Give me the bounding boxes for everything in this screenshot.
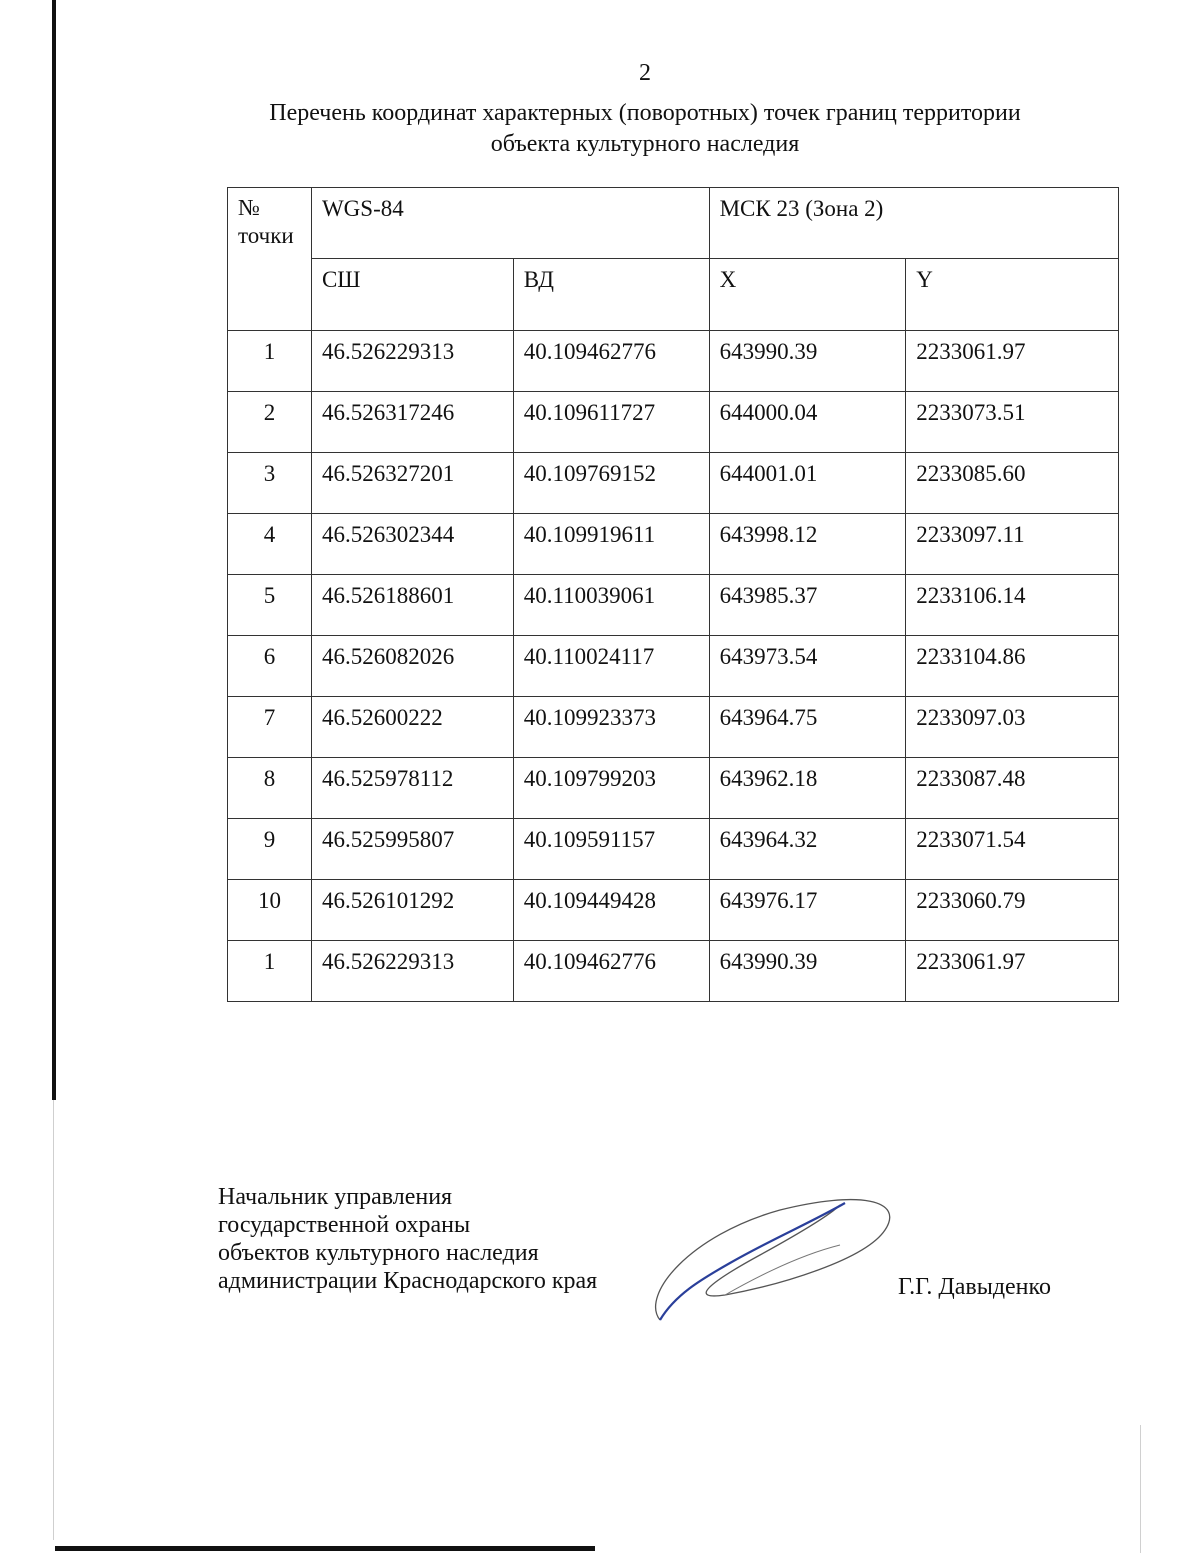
cell-y: 2233104.86 — [906, 636, 1119, 697]
cell-y: 2233061.97 — [906, 331, 1119, 392]
signatory-line-4: администрации Краснодарского края — [218, 1268, 598, 1294]
cell-point-number: 7 — [228, 697, 312, 758]
header-longitude: ВД — [513, 259, 709, 331]
cell-longitude: 40.109462776 — [513, 331, 709, 392]
header-point-number: № точки — [228, 188, 312, 331]
cell-longitude: 40.110039061 — [513, 575, 709, 636]
handwritten-signature — [630, 1185, 900, 1335]
cell-point-number: 6 — [228, 636, 312, 697]
cell-longitude: 40.109462776 — [513, 941, 709, 1002]
cell-latitude: 46.525995807 — [311, 819, 513, 880]
cell-point-number: 4 — [228, 514, 312, 575]
scan-edge-bottom — [55, 1546, 595, 1551]
table-row — [228, 575, 1119, 636]
table-row — [228, 453, 1119, 514]
cell-y: 2233073.51 — [906, 392, 1119, 453]
table-row — [228, 697, 1119, 758]
signatory-position — [218, 1183, 597, 1295]
cell-longitude: 40.109769152 — [513, 453, 709, 514]
cell-x: 643976.17 — [709, 880, 906, 941]
cell-y: 2233060.79 — [906, 880, 1119, 941]
cell-point-number: 1 — [228, 331, 312, 392]
cell-latitude: 46.526188601 — [311, 575, 513, 636]
scan-edge-right — [1140, 1425, 1141, 1553]
signer-name: Г.Г. Давыденко — [898, 1274, 1051, 1300]
cell-latitude: 46.526082026 — [311, 636, 513, 697]
cell-y: 2233106.14 — [906, 575, 1119, 636]
cell-longitude: 40.109923373 — [513, 697, 709, 758]
cell-x: 643990.39 — [709, 331, 906, 392]
table-row — [228, 941, 1119, 1002]
cell-x: 643964.32 — [709, 819, 906, 880]
page-number: 2 — [639, 60, 651, 86]
table-row — [228, 636, 1119, 697]
cell-latitude: 46.52600222 — [311, 697, 513, 758]
table-row — [228, 758, 1119, 819]
scan-edge-left-faint — [53, 1100, 54, 1540]
cell-longitude: 40.109919611 — [513, 514, 709, 575]
table-row — [228, 514, 1119, 575]
cell-longitude: 40.109799203 — [513, 758, 709, 819]
cell-x: 643998.12 — [709, 514, 906, 575]
table-row — [228, 331, 1119, 392]
cell-x: 643964.75 — [709, 697, 906, 758]
cell-point-number: 3 — [228, 453, 312, 514]
document-title-line-1: Перечень координат характерных (поворотных) точек границ территории — [269, 100, 1021, 126]
header-x: X — [709, 259, 906, 331]
cell-x: 643962.18 — [709, 758, 906, 819]
cell-latitude: 46.526229313 — [311, 941, 513, 1002]
header-wgs84: WGS-84 — [311, 188, 709, 259]
header-msk23: МСК 23 (Зона 2) — [709, 188, 1118, 259]
cell-point-number: 10 — [228, 880, 312, 941]
cell-point-number: 5 — [228, 575, 312, 636]
cell-x: 643985.37 — [709, 575, 906, 636]
cell-point-number: 2 — [228, 392, 312, 453]
table-row — [228, 819, 1119, 880]
cell-latitude: 46.526302344 — [311, 514, 513, 575]
cell-latitude: 46.526317246 — [311, 392, 513, 453]
cell-latitude: 46.526101292 — [311, 880, 513, 941]
cell-y: 2233087.48 — [906, 758, 1119, 819]
table-row — [228, 392, 1119, 453]
scan-edge-left — [52, 0, 56, 1100]
cell-y: 2233061.97 — [906, 941, 1119, 1002]
document-title — [200, 98, 1090, 160]
cell-latitude: 46.526229313 — [311, 331, 513, 392]
cell-longitude: 40.109611727 — [513, 392, 709, 453]
table-header-row — [228, 188, 1119, 259]
cell-longitude: 40.110024117 — [513, 636, 709, 697]
cell-y: 2233097.11 — [906, 514, 1119, 575]
header-y: Y — [906, 259, 1119, 331]
cell-latitude: 46.526327201 — [311, 453, 513, 514]
cell-y: 2233071.54 — [906, 819, 1119, 880]
coordinates-table — [227, 187, 1119, 1002]
cell-point-number: 9 — [228, 819, 312, 880]
table-row — [228, 880, 1119, 941]
cell-x: 644000.04 — [709, 392, 906, 453]
cell-longitude: 40.109591157 — [513, 819, 709, 880]
cell-y: 2233097.03 — [906, 697, 1119, 758]
cell-point-number: 1 — [228, 941, 312, 1002]
cell-y: 2233085.60 — [906, 453, 1119, 514]
signatory-line-3: объектов культурного наследия — [218, 1240, 539, 1266]
table-subheader-row — [228, 259, 1119, 331]
cell-latitude: 46.525978112 — [311, 758, 513, 819]
cell-x: 643973.54 — [709, 636, 906, 697]
cell-point-number: 8 — [228, 758, 312, 819]
cell-x: 644001.01 — [709, 453, 906, 514]
document-title-line-2: объекта культурного наследия — [490, 131, 800, 157]
signatory-line-1: Начальник управления — [218, 1184, 453, 1210]
signatory-line-2: государственной охраны — [218, 1212, 471, 1238]
cell-longitude: 40.109449428 — [513, 880, 709, 941]
header-latitude: СШ — [311, 259, 513, 331]
cell-x: 643990.39 — [709, 941, 906, 1002]
